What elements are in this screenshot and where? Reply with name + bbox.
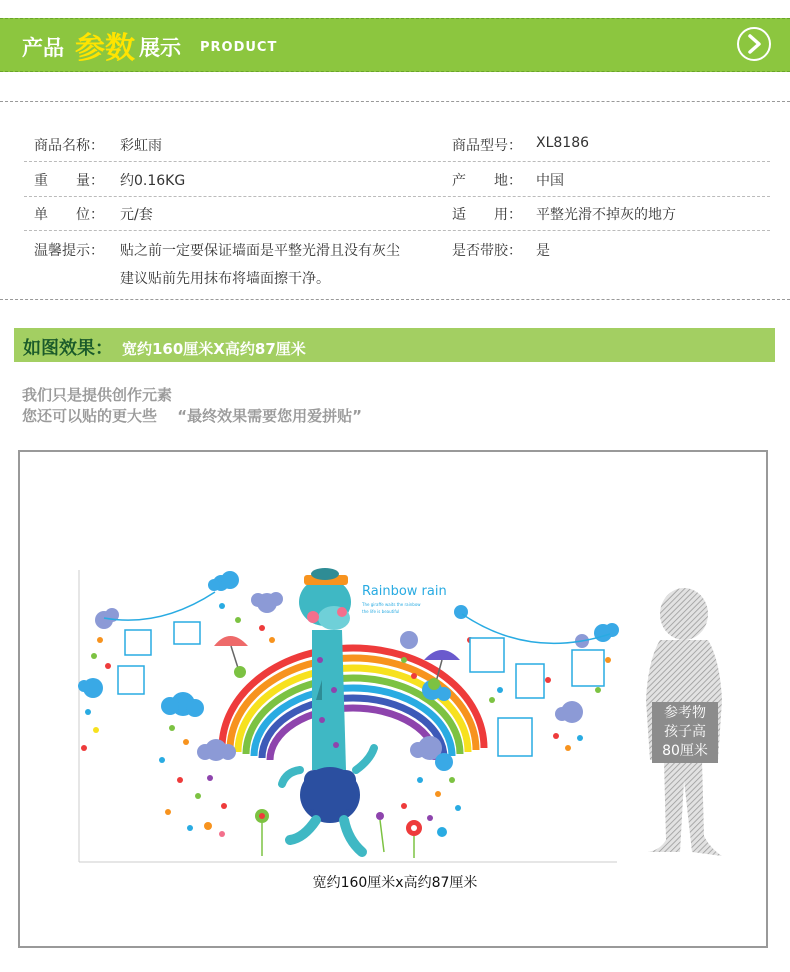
bird-icon (234, 666, 246, 678)
glue-label: 是否带胶： (452, 243, 522, 259)
unit-label: 单 位： (34, 207, 104, 223)
name-label: 商品名称： (34, 138, 104, 154)
banner-text-product: 产品 (22, 36, 64, 60)
rainbow-sub1: The giraffe waits the rainbow (362, 602, 421, 607)
weight-value: 约0.16KG (120, 173, 186, 189)
rainbow-graphic (222, 648, 484, 760)
origin-label: 产 地： (452, 173, 522, 189)
usage-label: 适 用： (452, 207, 522, 223)
tip-line1: 贴之前一定要保证墙面是平整光滑且没有灰尘 (120, 243, 400, 259)
glue-value: 是 (536, 243, 550, 259)
model-value: XL8186 (536, 135, 590, 151)
name-value: 彩虹雨 (120, 138, 162, 154)
weight-label: 重 量： (34, 173, 104, 189)
rainbow-sub2: the life is beautiful (362, 609, 400, 614)
tip-line2: 建议贴前先用抹布将墙面擦干净。 (120, 271, 330, 287)
rainbow-title: Rainbow rain (362, 584, 447, 599)
intro-line2: 您还可以贴的更大些 “最终效果需要您用爱拼贴” (22, 407, 362, 425)
origin-value: 中国 (536, 173, 564, 189)
intro-line1: 我们只是提供创作元素 (22, 386, 173, 404)
kid-label-line1: 参考物 (664, 705, 706, 721)
banner-text-show: 展示 (139, 36, 181, 60)
effect-title: 如图效果： (23, 338, 113, 359)
photo-frame-icons (104, 592, 610, 756)
picture-caption: 宽约160厘米x高约87厘米 (312, 875, 478, 891)
banner-text-params: 参数 (75, 31, 135, 66)
usage-value: 平整光滑不掉灰的地方 (536, 207, 676, 223)
effect-size: 宽约160厘米X高约87厘米 (122, 340, 306, 358)
banner-text-english: PRODUCT (200, 40, 278, 55)
kid-label-line3: 80厘米 (662, 743, 708, 759)
unit-value: 元/套 (120, 207, 153, 223)
model-label: 商品型号： (452, 138, 522, 154)
reference-child-label (652, 702, 718, 763)
bird-icon (428, 678, 440, 690)
kid-label-line2: 孩子高 (664, 724, 706, 740)
tip-label: 温馨提示： (34, 243, 104, 259)
